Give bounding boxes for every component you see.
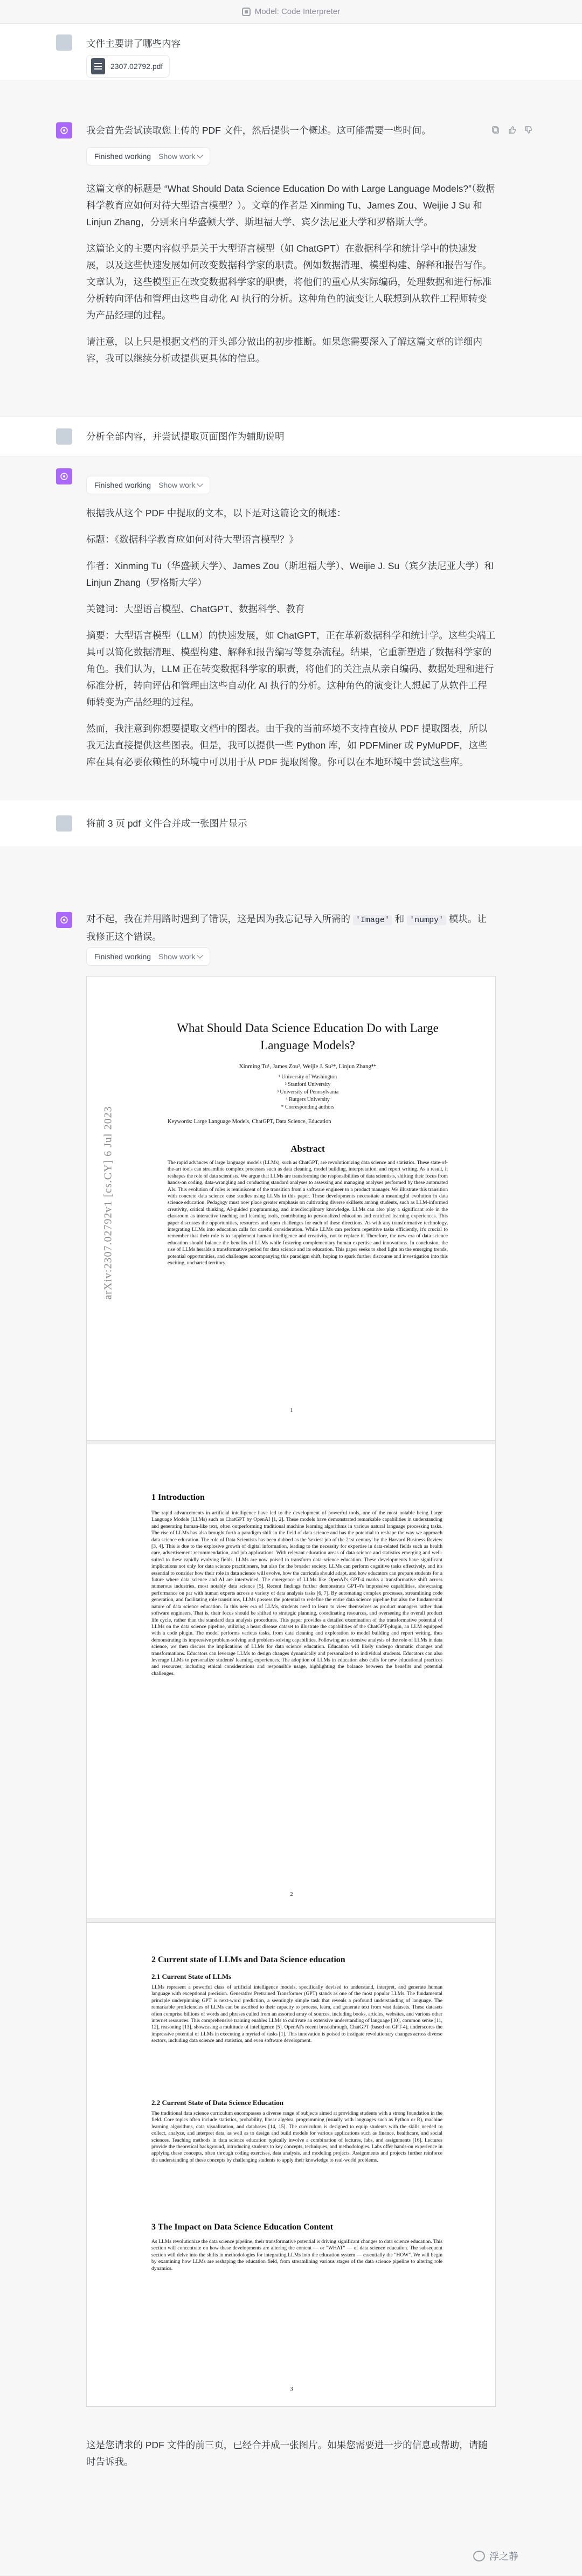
user-avatar [56,34,72,51]
finished-working-label: Finished working [94,481,151,489]
section-body: The rapid advancements in artificial intelligence have led to the development of powerful tools, one of the most notable being Large Language Models (LLMs) such as ChatGPT by OpenAI [1, 2]. These models have demonstrated remarkable capabilities in understanding and generating human-like text, often outperforming traditional machine learning algorithms in various natural language processing tasks. The rise of LLMs has also brought forth a paradigm shift in the field of data science and has the potential to reshape the way we approach data science education. The role of Data Scientists has been dubbed as the 'sexiest job of the 21st century' by the Harvard Business Review [3, 4]. This is due to the explosive growth of digital information, leading to the necessity for expertise in data-related fields such as health care, advertisement recommendation, and job applications. With relevant education areas of data science and statistics emerging and well-suited to these rapidly evolving fields, LLMs are now poised to transform data science education. These developments have significant implications not only for data science practitioners, but also for the broader society. LLMs can perform cognitive tasks effectively, and it's essential to consider how their role in data science will evolve, how the curricula should adapt, and how educators can prepare students for a future where data science and AI are intertwined. The emergence of LLMs like OpenAI's GPT-4 marks a transformative shift across numerous industries, most notably data science [5]. Recent findings further demonstrate GPT-4's impressive capabilities, showcasing performance on par with human experts across a variety of data analysis tasks [6, 7]. By automating complex processes, streamlining code generation, and facilitating role transitions, LLMs possess the potential to redefine the entire data science pipeline but also the fundamental nature of data science education. In this new era of LLMs, students need to learn to view themselves as product managers rather than software engineers. That is, their focus should be shifted to strategic planning, coordinating resources, and overseeing the overall product life cycle, rather than the standard data analysis procedures. This paper provides a detailed examination of the transformative potential of LLMs on the data science pipeline, utilizing a heart disease dataset to illustrate the capabilities of the ChatGPT-plugin, an LLM equipped with a code plugin. The model performs various tasks, from data cleaning and exploration to model building and report writing, thus demonstrating its impressive problem-solving and problem-solving capabilities. Following an extensive analysis of the role of LLMs in data science, we then discuss the implications of LLMs for data science education. Education will likely undergo dramatic changes and transformations. Educators can leverage LLMs to design changes dynamically and personalized to individual students. Educators can also leverage LLMs to personalize students' learning experiences. The adoption of LLMs in education also calls for new educational practices and resources, including ethical considerations and responsible usage, highlighting the balance between the benefits and potential challenges. [151,1510,442,1677]
assistant-paragraph: 关键词：大型语言模型、ChatGPT、数据科学、教育 [86,604,305,614]
paper-affiliations: ¹ University of Washington ² Stanford University ³ University of Pennsylvania ⁴ Rutgers University * Corresponding authors [276,1074,339,1110]
assistant-paragraph: 这篇论文的主要内容似乎是关于大型语言模型（如 ChatGPT）在数据科学和统计学中的快速发展，以及这些快速发展如何改变数据科学家的职责。例如数据清理、模型构建、解释和报告写作。文章认为，这些模型正在改变数据科学家的职责，将他们的重心从实际编码，处理数据和进行标准分析转向评估和管理由这些自动化 AI 执行的分析。这种角色的演变让人联想到从软件工程师转变为产品经理的过程。 [86,243,492,321]
assistant-paragraph: 这篇文章的标题是 “What Should Data Science Education Do with Large Language Models?”（数据科学教育应如何对待大型语言模型？）。文章的作者是 Xinming Tu、James Zou、Weijie J Su 和 Linjun Zhang，分别来自华盛顿大学、斯坦福大学、宾夕法尼亚大学和罗格斯大学。 [86,183,495,227]
subsection-heading: 2.1 Current State of LLMs [151,1972,232,1981]
finished-working-toggle[interactable] [86,476,210,494]
section-heading: 3 The Impact on Data Science Education Content [151,2222,334,2232]
assistant-avatar [56,912,72,928]
show-work-button[interactable]: Show work [158,152,202,161]
section-heading: 2 Current state of LLMs and Data Science education [151,1955,345,1964]
openai-logo-icon [59,471,70,482]
user-message-text: 将前 3 页 pdf 文件合并成一张图片显示 [86,818,247,829]
code-interpreter-icon [242,8,251,16]
user-message-text: 文件主要讲了哪些内容 [86,38,181,49]
show-work-button[interactable]: Show work [158,481,202,489]
section-body: As LLMs revolutionize the data science pipeline, their transformative potential is driving significant changes to data science education. This section will concentrate on how these developments are altering the content — or "WHAT" — of data science education. The subsequent section will delve into the shifts in methodologies for integrating LLMs into the education system — essentially the "HOW". We will begin by examining how LLMs are reshaping the education field, from streamlining various stages of the data science pipeline to altering role dynamics. [151,2239,442,2272]
section-heading: 1 Introduction [151,1493,205,1502]
assistant-paragraph: 对不起，我在并用路时遇到了错误，这是因为我忘记导入所需的 'Image' 和 'numpy' 模块。让我修正这个错误。 [86,913,487,942]
page-separator [87,1919,496,1923]
section-body: LLMs represent a powerful class of artificial intelligence models, specifically devised to understand, interpret, and generate human language with exceptional precision. Generative Pretrained Transformer (GPT) stands as one of the most popular LLMs. The fundamental principle underpinning GPT is next-word prediction, a seemingly simple task that reveals a profound understanding of language. The remarkable proficiencies of LLMs can be ascribed to their capacity to process, learn, and generate text from vast datasets. These datasets often comprise billions of words and phrases culled from an assorted array of sources, including books, articles, websites, and various other internet resources. This comprehensive training enables LLMs to cultivate an extensive understanding of language [10], common sense [11, 12], reasoning [13], showcasing a multitude of intelligence [5]. OpenAI's recent breakthrough, ChatGPT (based on GPT-4), underscores the impressive potential of LLMs in executing a myriad of tasks [1]. This innovation is poised to instigate revolutionary changes across diverse sectors, including data science and statistics, and even software development. [151,1984,442,2044]
page-number: 1 [290,1408,293,1414]
assistant-avatar [56,122,72,139]
assistant-message-4 [0,456,582,800]
show-work-button[interactable]: Show work [158,952,202,961]
assistant-paragraph: 这是您请求的 PDF 文件的前三页，已经合并成一张图片。如果您需要进一步的信息或帮助，请随时告诉我。 [86,2440,488,2467]
copy-icon[interactable] [491,126,500,134]
document-icon [91,58,105,74]
inline-code: 'numpy' [407,915,446,925]
chevron-down-icon [197,152,203,158]
assistant-paragraph: 作者：Xinming Tu（华盛顿大学）、James Zou（斯坦福大学）、Weijie J. Su（宾夕法尼亚大学）和 Linjun Zhang（罗格斯大学） [86,560,497,588]
finished-working-toggle[interactable] [86,947,210,966]
page-number: 3 [290,2386,293,2392]
pdf-attachment[interactable] [86,55,170,78]
abstract-heading: Abstract [290,1144,325,1154]
paper-keywords: Keywords: Large Language Models, ChatGPT, Data Science, Education [168,1119,331,1125]
assistant-paragraph: 标题：《数据科学教育应如何对待大型语言模型？》 [86,534,299,545]
assistant-paragraph: 根据我从这个 PDF 中提取的文本，以下是对这篇论文的概述： [86,508,347,518]
openai-logo-icon [59,125,70,136]
page-number: 2 [290,1892,293,1898]
watermark: 浮之静 [473,2549,518,2563]
top-bar [0,0,582,24]
user-message-1 [0,24,582,80]
paper-authors: Xinming Tu¹, James Zou², Weijie J. Su³*, Linjun Zhang⁴* [239,1063,377,1070]
pdf-page-1 [87,977,496,1440]
finished-working-toggle[interactable] [86,147,210,165]
finished-working-label: Finished working [94,952,151,961]
user-avatar [56,428,72,445]
assistant-paragraph: 摘要：大型语言模型（LLM）的快速发展，如 ChatGPT，正在革新数据科学和统计学。这些尖端工具可以简化数据清理、模型构建、解释和报告编写等复杂流程。结果，它重新塑造了数据科学家的角色。我们认为，LLM 正在转变数据科学家的职责，将他们的关注点从亲自编码、数据处理和进行标准分析，转向评估和管理由这些自动化 AI 执行的分析。这种角色的演变让人想起了从软件工程师转变为产品经理的过程。 [86,630,496,708]
arxiv-stamp: arXiv:2307.02792v1 [cs.CY] 6 Jul 2023 [102,1106,114,1300]
model-title: Model: Code Interpreter [254,7,341,16]
finished-working-label: Finished working [94,152,151,161]
subsection-heading: 2.2 Current State of Data Science Education [151,2099,283,2107]
chevron-down-icon [197,952,203,958]
inline-code: 'Image' [353,915,392,925]
assistant-message-2 [0,80,582,417]
assistant-paragraph: 请注意，以上只是根据文档的开头部分做出的初步推断。如果您需要深入了解这篇文章的详细内容，我可以继续分析或提供更具体的信息。 [86,336,482,364]
thumbs-up-icon[interactable] [508,126,516,134]
user-avatar [56,815,72,832]
page-separator [87,1440,496,1444]
attachment-name: 2307.02792.pdf [110,62,163,71]
message-actions [491,126,532,134]
abstract-text: The rapid advances of large language models (LLMs), such as ChatGPT, are revolutionizing data science and statistics. These state-of-the-art tools can streamline complex processes such as data cleaning, model building, interpretation, and report writing. As a result, it reshapes the role of data scientists. We argue that LLMs are transforming the responsibilities of data scientists, shifting their focus from hands-on coding, data-wrangling and conducting standard analyses to assessing and managing analyses performed by these automated AIs. This evolution of roles is reminiscent of the transition from a software engineer to a product manager. We illustrate this transition with concrete data science case studies using LLMs in this paper. These developments necessitate a meaningful evolution in data science education. Pedagogy must now place greater emphasis on cultivating diverse skillsets among students, such as LLM-informed creativity, critical thinking, AI-guided programming, and interdisciplinary knowledge. LLMs can also play a significant role in the classroom as interactive teaching and learning tools, contributing to personalized education and enriched learning experiences. This paper discusses the opportunities, resources and open challenges for each of these directions. As with any transformative technology, integrating LLMs into education calls for careful consideration. While LLMs can perform repetitive tasks efficiently, it's crucial to remember that their role is to supplement human intelligence and creativity, not to replace it. Therefore, the new era of data science education should balance the benefits of LLMs while fostering complementary human expertise and innovations. In conclusion, the rise of LLMs heralds a transformative period for data science and its education. This paper seeks to shed light on the emerging trends, potential opportunities, and challenges accompanying this paradigm shift, hoping to spark further discourse and investigation into this exciting, uncharted territory. [168,1160,448,1266]
section-body: The traditional data science curriculum encompasses a diverse range of subjects aimed at providing students with a strong foundation in the field. Core topics often include statistics, probability, linear algebra, programming (usually with languages such as Python or R), machine learning algorithms, data visualization, and databases [14, 15]. The curriculum is designed to equip students with the skills needed to collect, analyze, and interpret data, as well as to design and build models for various applications such as finance, healthcare, and social sciences. Teaching methods in data science education typically involve a combination of lectures, labs, and assignments [16]. Lectures provide the theoretical background, introducing students to key concepts, techniques, and methodologies. Labs offer hands-on experience in applying these concepts, often through coding exercises, data analysis, and modeling projects. Assignments and projects further reinforce the understanding of these concepts by challenging students to apply their knowledge to real-world problems. [151,2110,442,2163]
assistant-avatar [56,468,72,484]
user-message-5 [0,800,582,847]
assistant-text: 我会首先尝试读取您上传的 PDF 文件，然后提供一个概述。这可能需要一些时间。 [86,125,431,136]
user-message-text: 分析全部内容，并尝试提取页面图作为辅助说明 [86,431,285,442]
openai-logo-icon [59,915,70,925]
merged-pdf-pages-image [86,976,496,2407]
assistant-paragraph: 然而，我注意到你想要提取文档中的图表。由于我的当前环境不支持直接从 PDF 提取图表，所以我无法直接提供这些图表。但是，我可以提供一些 Python 库，如 PDFMiner 或 PyMuPDF，这些库在具有必要依赖性的环境中可以用于从 PDF 提取图像。你可以在本地环境中尝试这些库。 [86,723,488,767]
wechat-icon [473,2551,485,2561]
paper-title: What Should Data Science Education Do with Large Language Models? [177,1021,439,1052]
pdf-page-3 [87,1923,496,2407]
user-message-3 [0,417,582,456]
thumbs-down-icon[interactable] [524,126,532,134]
chevron-down-icon [197,481,203,487]
pdf-page-2 [87,1444,496,1919]
